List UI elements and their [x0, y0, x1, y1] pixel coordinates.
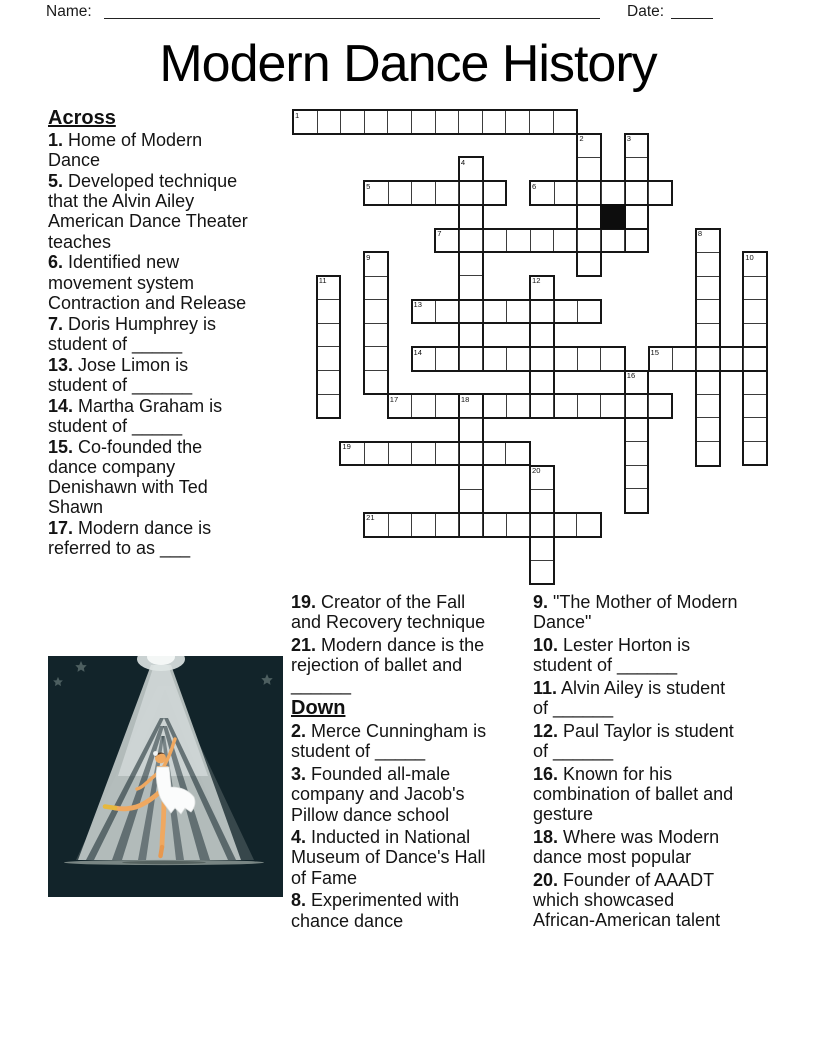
crossword-cell[interactable] — [553, 514, 577, 536]
crossword-cell[interactable] — [318, 394, 340, 418]
clue-number: 5. — [48, 171, 64, 191]
cell-number: 9 — [366, 252, 371, 262]
clue-number: 11. — [533, 677, 558, 698]
clue-4: 4. Inducted in National Museum of Dance's Hall of Fame — [291, 827, 486, 888]
crossword-cell[interactable] — [696, 348, 720, 370]
clue-number: 18. — [533, 826, 559, 847]
crossword-cell[interactable] — [650, 348, 673, 370]
crossword-cell[interactable] — [626, 465, 648, 489]
crossword-cell[interactable] — [626, 441, 648, 465]
crossword-cell[interactable] — [505, 111, 529, 133]
crossword-cell[interactable] — [482, 301, 506, 323]
crossword-cell[interactable] — [672, 348, 696, 370]
crossword-cell[interactable] — [365, 323, 387, 347]
crossword-cell[interactable] — [365, 514, 388, 536]
cell-number: 15 — [650, 347, 659, 357]
clue-21: 21. Modern dance is the rejection of ballet and ______ — [291, 634, 485, 696]
cell-number: 14 — [413, 347, 422, 357]
cell-number: 10 — [745, 252, 754, 262]
crossword-cell[interactable] — [697, 230, 719, 253]
dancer-illustration — [48, 656, 283, 897]
page-title: Modern Dance History — [159, 35, 657, 93]
crossword-cell[interactable] — [460, 158, 482, 181]
cell-number: 3 — [626, 134, 632, 144]
crossword-cell[interactable] — [531, 370, 553, 394]
crossword-cell[interactable] — [744, 370, 766, 394]
clue-number: 1. — [48, 130, 64, 150]
cell-number: 16 — [626, 371, 636, 381]
crossword-cell[interactable] — [317, 111, 341, 133]
clue-number: 4. — [291, 827, 307, 848]
crossword-cell[interactable] — [506, 348, 530, 370]
crossword-cell[interactable] — [411, 514, 435, 536]
crossword-grid — [293, 110, 769, 586]
crossword-cell[interactable] — [600, 395, 624, 417]
crossword-cell[interactable] — [388, 514, 412, 536]
crossword-cell[interactable] — [744, 417, 766, 441]
crossword-cell[interactable] — [294, 111, 317, 133]
crossword-cell[interactable] — [435, 395, 459, 417]
clue-number: 7. — [48, 313, 64, 334]
crossword-cell[interactable] — [529, 301, 553, 323]
cell-number: 7 — [437, 229, 442, 238]
crossword-cell[interactable] — [529, 395, 553, 417]
crossword-cell[interactable] — [435, 182, 459, 204]
down-clues-second — [533, 592, 739, 933]
crossword-cell[interactable] — [460, 205, 482, 229]
crossword-cell[interactable] — [318, 323, 340, 347]
clue-6: 6. Identified new movement system Contraction and Release — [48, 252, 247, 313]
clue-number: 14. — [48, 395, 74, 416]
cell-number: 1 — [295, 110, 300, 120]
crossword-cell[interactable] — [364, 111, 388, 133]
clue-1: 1. Home of Modern Dance — [48, 130, 203, 171]
crossword-cell[interactable] — [435, 301, 459, 323]
crossword-cell[interactable] — [482, 348, 506, 370]
crossword-cell[interactable] — [626, 204, 648, 228]
crossword-cell[interactable] — [553, 348, 577, 370]
crossword-cell[interactable] — [600, 348, 624, 370]
clue-16: 16. Known for his combination of ballet and gesture — [533, 763, 734, 825]
crossword-cell[interactable] — [482, 514, 506, 536]
crossword-cell[interactable] — [719, 348, 743, 370]
crossword-cell[interactable] — [460, 489, 482, 513]
crossword-cell[interactable] — [531, 560, 553, 584]
cell-number: 13 — [413, 300, 422, 310]
word-7-across — [434, 228, 649, 254]
crossword-cell[interactable] — [578, 157, 600, 181]
crossword-cell[interactable] — [482, 395, 506, 417]
dancer-svg — [48, 656, 283, 897]
crossword-cell[interactable] — [744, 394, 766, 418]
crossword-cell[interactable] — [626, 135, 648, 158]
clue-9: 9. "The Mother of Modern Dance" — [533, 592, 738, 633]
crossword-cell[interactable] — [459, 230, 483, 252]
crossword-cell[interactable] — [553, 230, 577, 252]
clue-number: 17. — [48, 518, 74, 539]
crossword-cell[interactable] — [648, 395, 672, 417]
crossword-cell[interactable] — [458, 443, 482, 465]
word-17-across — [387, 393, 673, 419]
clue-5: 5. Developed technique that the Alvin Ailey American Dance Theater teaches — [48, 171, 248, 252]
crossword-cell[interactable] — [577, 301, 601, 323]
crossword-cell[interactable] — [411, 443, 435, 465]
word-21-across — [363, 512, 602, 538]
crossword-cell[interactable] — [318, 299, 340, 323]
cell-number: 21 — [366, 513, 375, 523]
clue-18: 18. Where was Modern dance most popular — [533, 826, 720, 867]
crossword-cell[interactable] — [413, 301, 436, 323]
crossword-cell[interactable] — [459, 301, 483, 323]
crossword-cell[interactable] — [318, 277, 340, 300]
crossword-cell[interactable] — [577, 182, 601, 204]
clue-7: 7. Doris Humphrey is student of _____ — [48, 313, 217, 354]
crossword-cell[interactable] — [531, 182, 554, 204]
clue-11: 11. Alvin Ailey is student of ______ — [533, 677, 726, 719]
crossword-cell[interactable] — [460, 465, 482, 489]
crossword-cell[interactable] — [506, 230, 530, 252]
crossword-cell[interactable] — [365, 346, 387, 370]
crossword-cell[interactable] — [365, 276, 387, 300]
crossword-cell[interactable] — [458, 182, 482, 204]
clue-19: 19. Creator of the Fall and Recovery technique — [291, 592, 486, 633]
cell-number: 5 — [366, 181, 371, 191]
across-clues-continued — [291, 592, 495, 696]
crossword-cell[interactable] — [365, 253, 387, 276]
crossword-cell[interactable] — [411, 395, 435, 417]
crossword-cell[interactable] — [482, 182, 506, 204]
crossword-cell[interactable] — [531, 277, 553, 300]
crossword-cell[interactable] — [576, 514, 600, 536]
crossword-cell[interactable] — [577, 230, 601, 252]
crossword-cell[interactable] — [697, 252, 719, 276]
crossword-cell[interactable] — [460, 323, 482, 347]
crossword-cell[interactable] — [460, 418, 482, 442]
crossword-cell[interactable] — [577, 348, 601, 370]
crossword-cell[interactable] — [364, 443, 388, 465]
crossword-cell[interactable] — [648, 182, 672, 204]
crossword-cell[interactable] — [458, 111, 482, 133]
crossword-cell[interactable] — [411, 111, 435, 133]
crossword-cell[interactable] — [482, 443, 506, 465]
crossword-cell[interactable] — [626, 372, 648, 395]
crossword-cell[interactable] — [458, 514, 482, 536]
crossword-cell[interactable] — [318, 346, 340, 370]
headpiece — [153, 751, 158, 756]
word-15-across — [648, 346, 769, 372]
crossword-cell[interactable] — [697, 299, 719, 323]
crossword-cell[interactable] — [624, 182, 648, 204]
clue-number: 2. — [291, 721, 307, 742]
clue-number: 10. — [533, 634, 559, 655]
clue-number: 13. — [48, 354, 74, 375]
crossword-cell[interactable] — [506, 395, 530, 417]
crossword-cell[interactable] — [460, 252, 482, 276]
crossword-cell[interactable] — [626, 418, 648, 442]
crossword-cell[interactable] — [318, 370, 340, 394]
clue-13: 13. Jose Limon is student of ______ — [48, 354, 193, 395]
crossword-cell[interactable] — [697, 441, 719, 465]
crossword-cell[interactable] — [413, 348, 436, 370]
crossword-cell[interactable] — [388, 182, 412, 204]
crossword-cell[interactable] — [531, 467, 553, 490]
cell-number: 18 — [460, 394, 470, 404]
crossword-cell[interactable] — [482, 230, 506, 252]
middle-clues-column — [291, 592, 495, 933]
crossword-cell[interactable] — [365, 182, 388, 204]
crossword-cell[interactable] — [435, 514, 459, 536]
crossword-cell[interactable] — [529, 514, 553, 536]
cell-number: 6 — [532, 181, 537, 191]
word-19-across — [339, 441, 531, 467]
clue-number: 12. — [533, 720, 559, 741]
crossword-cell[interactable] — [697, 323, 719, 347]
crossword-cell[interactable] — [531, 536, 553, 560]
clue-number: 21. — [291, 634, 317, 655]
crossword-cell[interactable] — [388, 443, 412, 465]
name-label: Name: — [46, 3, 92, 20]
down-heading: Down — [291, 697, 346, 720]
cell-number: 8 — [697, 229, 703, 238]
crossword-cell[interactable] — [387, 111, 411, 133]
clue-15: 15. Co-founded the dance company Denishawn with Ted Shawn — [48, 436, 208, 518]
clue-number: 6. — [48, 252, 64, 273]
word-9-down — [363, 251, 389, 395]
crossword-cell[interactable] — [626, 157, 648, 181]
clue-number: 20. — [533, 869, 559, 890]
across-clues-column — [48, 130, 250, 559]
crossword-cell[interactable] — [530, 230, 554, 252]
date-label: Date: — [627, 3, 665, 20]
crossword-cell[interactable] — [389, 395, 412, 417]
crossword-cell[interactable] — [601, 182, 625, 204]
word-6-across — [529, 180, 673, 206]
crossword-cell[interactable] — [744, 276, 766, 300]
crossword-cell[interactable] — [529, 348, 553, 370]
crossword-cell[interactable] — [365, 370, 387, 394]
crossword-cell[interactable] — [744, 299, 766, 323]
crossword-cell[interactable] — [743, 348, 767, 370]
crossword-cell[interactable] — [697, 417, 719, 441]
word-11-down — [316, 275, 342, 419]
clue-number: 19. — [291, 592, 317, 612]
cell-number: 19 — [342, 442, 351, 452]
dancer-shadow — [122, 861, 206, 864]
word-13-across — [411, 299, 603, 325]
crossword-cell[interactable] — [744, 441, 766, 465]
crossword-cell[interactable] — [506, 514, 530, 536]
crossword-cell[interactable] — [529, 111, 553, 133]
crossword-cell[interactable] — [435, 111, 459, 133]
cell-number: 2 — [579, 134, 584, 144]
cell-number: 11 — [318, 276, 327, 286]
word-16-down — [624, 370, 650, 514]
clue-3: 3. Founded all-male company and Jacob's Pillow dance school — [291, 764, 465, 825]
date-blank[interactable] — [671, 18, 713, 19]
clue-2: 2. Merce Cunningham is student of _____ — [291, 721, 487, 762]
crossword-cell[interactable] — [341, 443, 364, 465]
crossword-cell[interactable] — [553, 301, 577, 323]
clue-14: 14. Martha Graham is student of _____ — [48, 395, 223, 436]
crossword-cell[interactable] — [554, 182, 578, 204]
clue-17: 17. Modern dance is referred to as ___ — [48, 518, 212, 559]
crossword-cell[interactable] — [577, 395, 601, 417]
crossword-cell[interactable] — [506, 301, 530, 323]
black-cell — [600, 204, 626, 230]
clue-number: 15. — [48, 436, 74, 457]
crossword-cell[interactable] — [578, 135, 600, 158]
crossword-cell[interactable] — [600, 230, 624, 252]
clue-number: 16. — [533, 763, 559, 784]
word-14-across — [411, 346, 626, 372]
crossword-cell[interactable] — [505, 443, 529, 465]
crossword-cell[interactable] — [531, 323, 553, 347]
ballet-shoe — [105, 807, 115, 809]
crossword-cell[interactable] — [553, 111, 577, 133]
clue-12: 12. Paul Taylor is student of ______ — [533, 720, 734, 761]
crossword-cell[interactable] — [697, 276, 719, 300]
crossword-cell[interactable] — [435, 348, 459, 370]
clue-10: 10. Lester Horton is student of ______ — [533, 634, 691, 676]
crossword-cell[interactable] — [744, 323, 766, 347]
crossword-cell[interactable] — [482, 111, 506, 133]
across-heading: Across — [48, 107, 116, 129]
crossword-cell[interactable] — [744, 253, 766, 276]
name-blank[interactable] — [104, 18, 600, 19]
crossword-cell[interactable] — [435, 443, 459, 465]
word-1-across — [292, 109, 578, 135]
cell-number: 20 — [532, 466, 541, 475]
crossword-cell[interactable] — [460, 395, 482, 418]
clue-number: 8. — [291, 890, 307, 911]
crossword-cell[interactable] — [340, 111, 364, 133]
crossword-cell[interactable] — [553, 395, 577, 417]
crossword-cell[interactable] — [578, 204, 600, 228]
word-5-across — [363, 180, 507, 206]
cell-number: 12 — [532, 276, 541, 286]
pointe-shoe — [161, 847, 163, 856]
crossword-cell[interactable] — [626, 488, 648, 512]
crossword-cell[interactable] — [411, 182, 435, 204]
clue-number: 9. — [533, 592, 549, 612]
cell-number: 4 — [460, 157, 466, 167]
crossword-cell[interactable] — [624, 230, 648, 252]
crossword-cell[interactable] — [531, 489, 553, 513]
clue-number: 3. — [291, 764, 307, 785]
crossword-cell[interactable] — [697, 370, 719, 394]
down-clues-first — [291, 721, 495, 931]
clue-8: 8. Experimented with chance dance — [291, 890, 460, 931]
crossword-cell[interactable] — [436, 230, 459, 252]
crossword-cell[interactable] — [578, 251, 600, 275]
crossword-cell[interactable] — [460, 275, 482, 299]
cell-number: 17 — [389, 394, 399, 404]
crossword-cell[interactable] — [459, 348, 483, 370]
crossword-cell[interactable] — [365, 299, 387, 323]
crossword-cell[interactable] — [697, 394, 719, 418]
clue-20: 20. Founder of AAADT which showcased African-American talent — [533, 869, 721, 931]
crossword-cell[interactable] — [624, 395, 648, 417]
